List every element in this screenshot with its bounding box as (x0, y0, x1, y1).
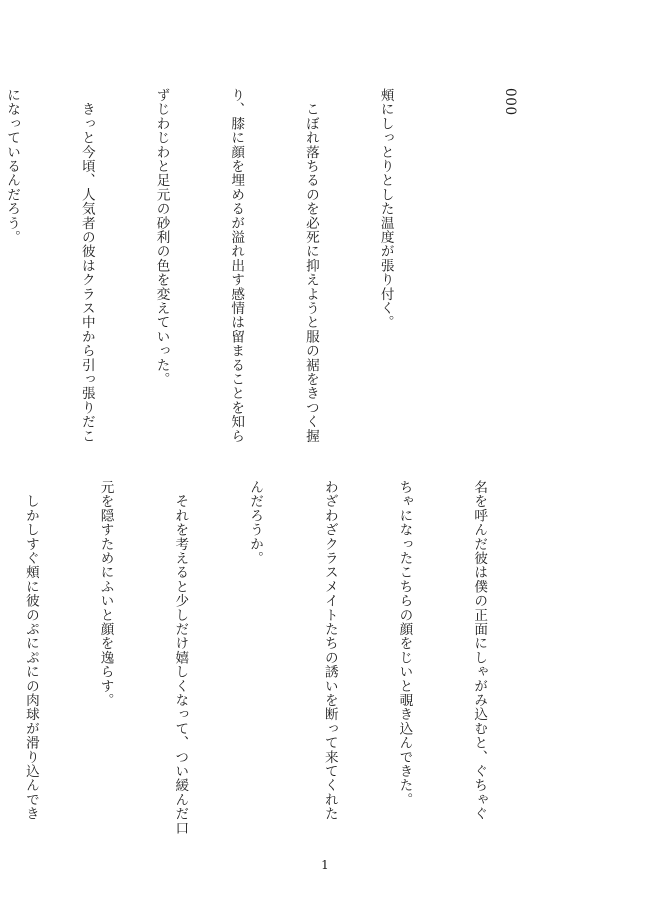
text-line: り、膝に顔を埋めるが溢れ出す感情は留まることを知ら (228, 88, 245, 443)
text-line: 頰にしっとりとした温度が張り付く。 (377, 88, 394, 330)
text-line: しかしすぐ頰に彼のぷにぷにの肉球が滑り込んでき (22, 480, 39, 821)
text-line: 名を呼んだ彼は僕の正面にしゃがみ込むと、ぐちゃぐ (471, 480, 488, 821)
text-line: 元を隠すためにふいと顔を逸らす。 (97, 480, 114, 708)
text-line: わざわざクラスメイトたちの誘いを断って来てくれた (321, 480, 338, 821)
page-number: 1 (321, 858, 329, 872)
text-line: それを考えると少しだけ嬉しくなって、つい緩んだ口 (172, 480, 189, 835)
top-text-block (0, 88, 572, 466)
text-line: きっと今頃、人気者の彼はクラス中から引っ張りだこ (78, 88, 95, 443)
text-line: ずじわじわと足元の砂利の色を変えていった。 (153, 88, 170, 387)
bottom-text-block (0, 480, 541, 856)
text-line: こぼれ落ちるのを必死に抑えようと服の裾をきつく握 (302, 88, 319, 443)
text-line: んだろうか。 (247, 480, 264, 566)
text-line: 000 (502, 88, 519, 116)
text-line: ちゃになったこちらの顔をじいと覗き込んできた。 (396, 480, 413, 807)
text-line: になっているんだろう。 (4, 88, 21, 245)
